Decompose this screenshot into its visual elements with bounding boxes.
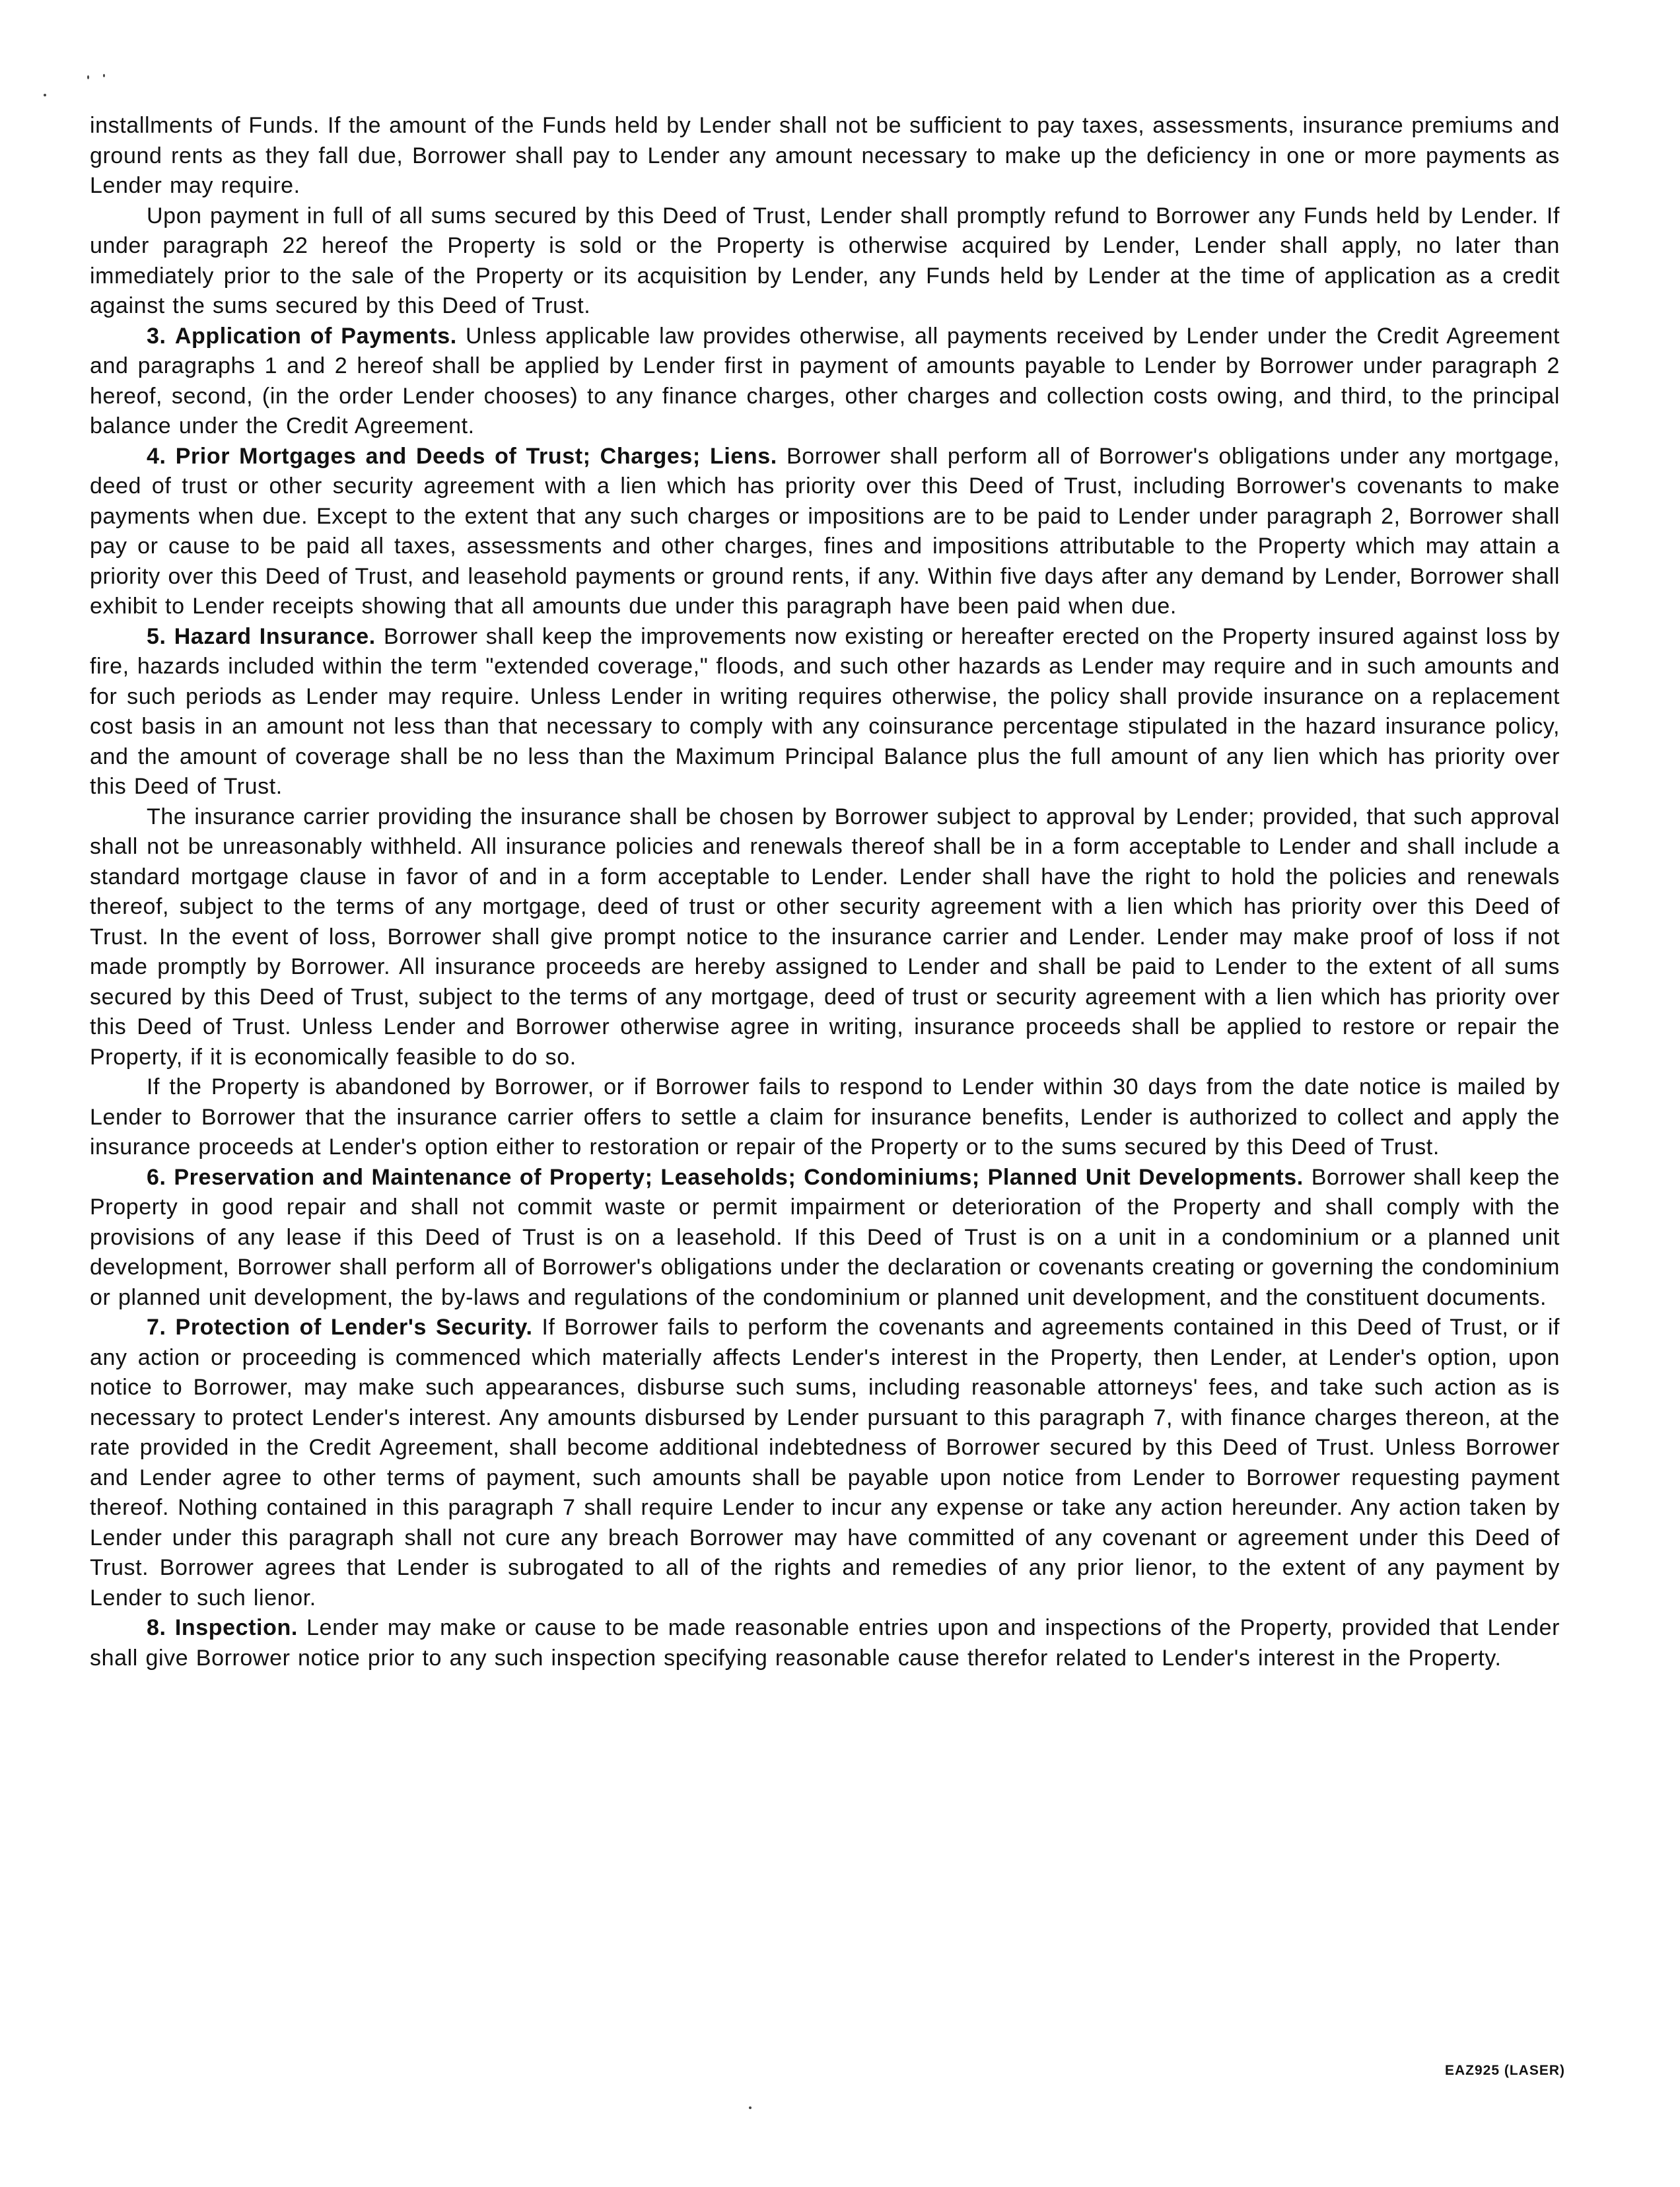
section-heading: Prior Mortgages and Deeds of Trust; Charges; Liens. bbox=[175, 443, 777, 469]
section-number: 8. bbox=[147, 1615, 166, 1640]
section-heading: Inspection. bbox=[174, 1615, 298, 1640]
section-heading: Protection of Lender's Security. bbox=[175, 1315, 533, 1340]
scan-speck bbox=[44, 94, 46, 96]
section-heading: Preservation and Maintenance of Property; Leaseholds; Condominiums; Planned Unit Developments. bbox=[174, 1164, 1304, 1190]
section-text: Borrower shall keep the Property in good repair and shall not commit waste or permit impairment or deterioration of the Property and shall comply with the provisions of any lease if this Deed of Trust is on a leasehold. If this Deed of Trust is on a unit in a condominium or a planned unit development, Borrower shall perform all of Borrower's obligations under the declaration or covenants creating or governing the condominium or planned unit development, the by-laws and regulations of the condominium or planned unit development, and the constituent documents. bbox=[90, 1164, 1560, 1310]
scan-speck bbox=[103, 74, 105, 77]
section-5-abandonment-paragraph: If the Property is abandoned by Borrower, or if Borrower fails to respond to Lender within 30 days from the date notice is mailed by Lender to Borrower that the insurance carrier offers to settle a claim for insurance benefits, Lender is authorized to collect and apply the insurance proceeds at Lender's option either to restoration or repair of the Property or to the sums secured by this Deed of Trust. bbox=[90, 1074, 1560, 1160]
scan-speck bbox=[87, 75, 89, 79]
section-number: 7. bbox=[147, 1315, 166, 1340]
section-5-insurance-carrier-paragraph: The insurance carrier providing the insurance shall be chosen by Borrower subject to approval by Lender; provided, that such approval shall not be unreasonably withheld. All insurance policies and renewals thereof shall be in a form acceptable to Lender and shall include a standard mortgage clause in favor of and in a form acceptable to Lender. Lender shall have the right to hold the policies and renewals thereof, subject to the terms of any mortgage, deed of trust or other security agreement with a lien which has priority over this Deed of Trust. In the event of loss, Borrower shall give prompt notice to the insurance carrier and Lender. Lender may make proof of loss if not made promptly by Borrower. All insurance proceeds are hereby assigned to Lender and shall be paid to Lender to the extent of all sums secured by this Deed of Trust, subject to the terms of any mortgage, deed of trust or security agreement with a lien which has priority over this Deed of Trust. Unless Lender and Borrower otherwise agree in writing, insurance proceeds shall be applied to restore or repair the Property, if it is economically feasible to do so. bbox=[90, 804, 1560, 1070]
section-number: 4. bbox=[147, 443, 166, 469]
section-number: 5. bbox=[147, 623, 166, 649]
section-heading: Application of Payments. bbox=[174, 323, 457, 349]
section-number: 6. bbox=[147, 1164, 166, 1190]
section-text: Borrower shall perform all of Borrower's obligations under any mortgage, deed of trust or other security agreement with a lien which has priority over this Deed of Trust, including Borrower's covenants to make payments when due. Except to the extent that any such charges or impositions are to be paid to Lender under paragraph 2, Borrower shall pay or cause to be paid all taxes, assessments and other charges, fines and impositions attributable to the Property which may attain a priority over this Deed of Trust, and leasehold payments or ground rents, if any. Within five days after any demand by Lender, Borrower shall exhibit to Lender receipts showing that all amounts due under this paragraph have been paid when due. bbox=[90, 443, 1560, 619]
section-5 bbox=[90, 622, 1560, 802]
document-body bbox=[90, 111, 1560, 1673]
refund-paragraph: Upon payment in full of all sums secured by this Deed of Trust, Lender shall promptly refund to Borrower any Funds held by Lender. If under paragraph 22 hereof the Property is sold or the Property is otherwise acquired by Lender, Lender shall apply, no later than immediately prior to the sale of the Property or its acquisition by Lender, any Funds held by Lender at the time of application as a credit against the sums secured by this Deed of Trust. bbox=[90, 203, 1560, 318]
section-text: Lender may make or cause to be made reasonable entries upon and inspections of the Property, provided that Lender shall give Borrower notice prior to any such inspection specifying reasonable cause therefor related to Lender's interest in the Property. bbox=[90, 1615, 1560, 1671]
section-text: If Borrower fails to perform the covenants and agreements contained in this Deed of Trust, or if any action or proceeding is commenced which materially affects Lender's interest in the Property, then Lender, at Lender's option, upon notice to Borrower, may make such appearances, disburse such sums, including reasonable attorneys' fees, and take such action as is necessary to protect Lender's interest. Any amounts disbursed by Lender pursuant to this paragraph 7, with finance charges thereon, at the rate provided in the Credit Agreement, shall become additional indebtedness of Borrower secured by this Deed of Trust. Unless Borrower and Lender agree to other terms of payment, such amounts shall be payable upon notice from Lender to Borrower requesting payment thereof. Nothing contained in this paragraph 7 shall require Lender to incur any expense or take any action hereunder. Any action taken by Lender under this paragraph shall not cure any breach Borrower may have committed of any covenant or agreement under this Deed of Trust. Borrower agrees that Lender is subrogated to all of the rights and remedies of any prior lienor, to the extent of any payment by Lender to such lienor. bbox=[90, 1315, 1560, 1611]
section-7 bbox=[90, 1313, 1560, 1613]
section-text: Unless applicable law provides otherwise, all payments received by Lender under the Credit Agreement and paragraphs 1 and 2 hereof shall be applied by Lender first in payment of amounts payable to Lender by Borrower under paragraph 2 hereof, second, (in the order Lender chooses) to any finance charges, other charges and collection costs owing, and third, to the principal balance under the Credit Agreement. bbox=[90, 323, 1560, 438]
section-text: Borrower shall keep the improvements now existing or hereafter erected on the Property insured against loss by fire, hazards included within the term "extended coverage," floods, and such other hazards as Lender may require and in such amounts and for such periods as Lender may require. Unless Lender in writing requires otherwise, the policy shall provide insurance on a replacement cost basis in an amount not less than that necessary to comply with any coinsurance percentage stipulated in the hazard insurance policy, and the amount of coverage shall be no less than the Maximum Principal Balance plus the full amount of any lien which has priority over this Deed of Trust. bbox=[90, 623, 1560, 799]
form-code: EAZ925 (LASER) bbox=[1444, 2063, 1565, 2078]
section-number: 3. bbox=[147, 323, 166, 349]
section-6 bbox=[90, 1163, 1560, 1313]
continuation-paragraph: installments of Funds. If the amount of the Funds held by Lender shall not be sufficient to pay taxes, assessments, insurance premiums and ground rents as they fall due, Borrower shall pay to Lender any amount necessary to make up the deficiency in one or more payments as Lender may require. bbox=[90, 113, 1560, 198]
section-heading: Hazard Insurance. bbox=[174, 623, 376, 649]
section-3 bbox=[90, 322, 1560, 442]
scan-speck bbox=[749, 2106, 752, 2109]
section-8 bbox=[90, 1613, 1560, 1673]
section-4 bbox=[90, 442, 1560, 622]
